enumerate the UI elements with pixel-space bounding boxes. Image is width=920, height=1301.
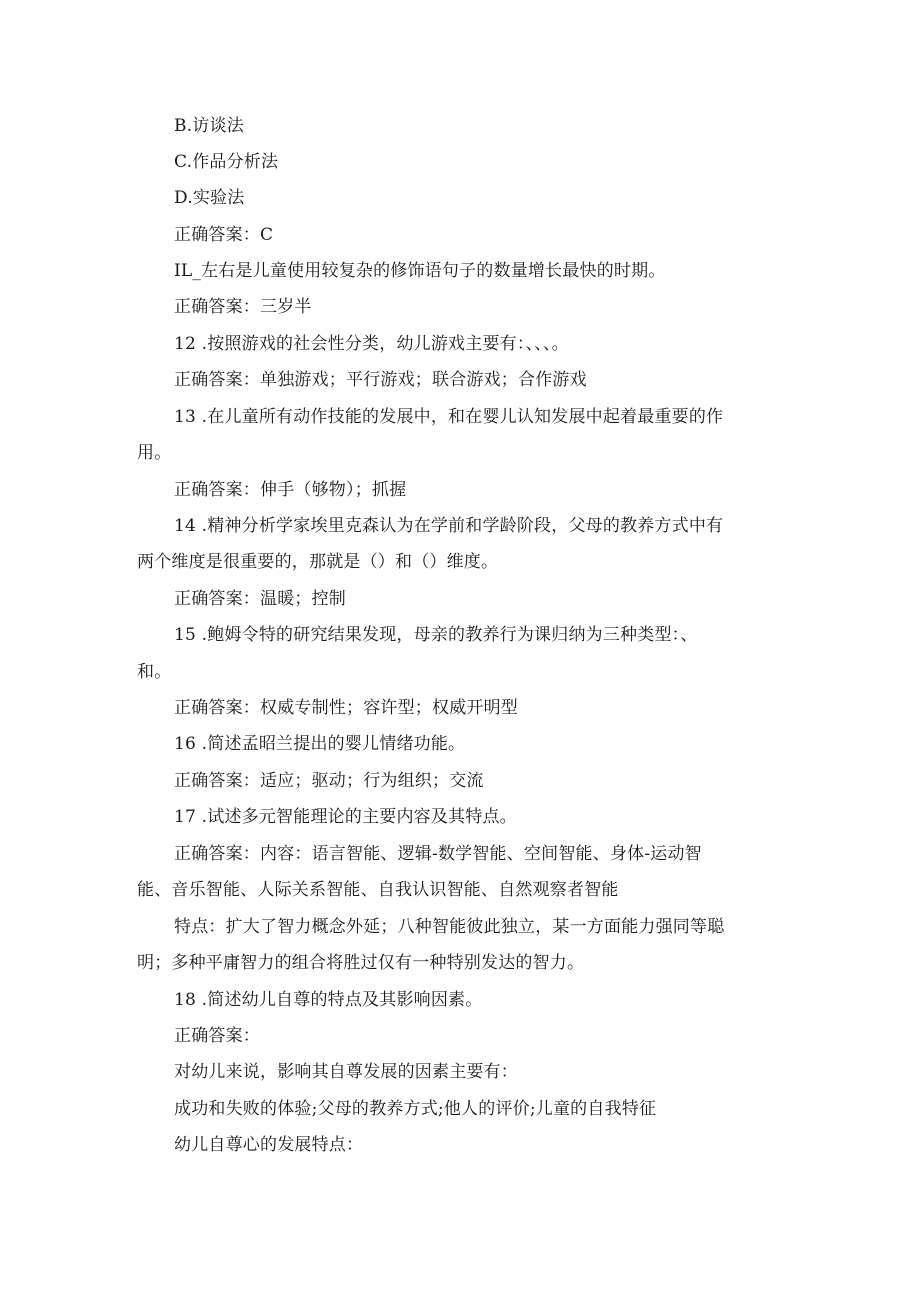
answer-18-features-intro: 幼儿自尊心的发展特点： [174,1135,364,1155]
option-c: C.作品分析法 [174,152,279,172]
question-15: 15 .鲍姆令特的研究结果发现，母亲的教养行为课归纳为三种类型：、 [174,625,698,645]
option-d: D.实验法 [174,188,245,208]
answer-13: 正确答案：伸手（够物）；抓握 [174,480,407,500]
question-16: 16 .简述孟昭兰提出的婴儿情绪功能。 [174,734,466,754]
answer-12: 正确答案：单独游戏；平行游戏；联合游戏；合作游戏 [174,370,587,390]
question-13: 13 .在儿童所有动作技能的发展中，和在婴儿认知发展中起着最重要的作 [174,407,724,427]
answer-16: 正确答案：适应；驱动；行为组织；交流 [174,771,484,791]
question-14-cont: 两个维度是很重要的，那就是（）和（）维度。 [137,552,499,572]
answer-11: 正确答案：三岁半 [174,297,312,317]
answer-18-factors-intro: 对幼儿来说，影响其自尊发展的因素主要有： [174,1062,518,1082]
question-17: 17 .试述多元智能理论的主要内容及其特点。 [174,807,517,827]
answer-17-features: 特点：扩大了智力概念外延；八种智能彼此独立，某一方面能力强同等聪 [174,917,725,937]
answer-18: 正确答案： [174,1026,260,1046]
question-12: 12 .按照游戏的社会性分类，幼儿游戏主要有：、、、。 [174,334,569,354]
question-15-cont: 和。 [137,662,172,682]
answer-18-factors: 成功和失败的体验;父母的教养方式;他人的评价;儿童的自我特征 [174,1099,657,1119]
question-14: 14 .精神分析学家埃里克森认为在学前和学龄阶段，父母的教养方式中有 [174,516,724,536]
answer-17-features-cont: 明；多种平庸智力的组合将胜过仅有一种特别发达的智力。 [137,953,585,973]
answer-10: 正确答案：C [174,225,274,245]
answer-17: 正确答案：内容：语言智能、逻辑-数学智能、空间智能、身体-运动智 [174,844,702,864]
question-18: 18 .简述幼儿自尊的特点及其影响因素。 [174,990,483,1010]
answer-17-cont: 能、音乐智能、人际关系智能、自我认识智能、自然观察者智能 [137,880,619,900]
question-11: IL_左右是儿童使用较复杂的修饰语句子的数量增长最快的时期。 [174,261,666,281]
answer-14: 正确答案：温暖；控制 [174,589,346,609]
answer-15: 正确答案：权威专制性；容许型；权威开明型 [174,698,518,718]
question-13-cont: 用。 [137,443,172,463]
option-b: B.访谈法 [174,116,244,136]
